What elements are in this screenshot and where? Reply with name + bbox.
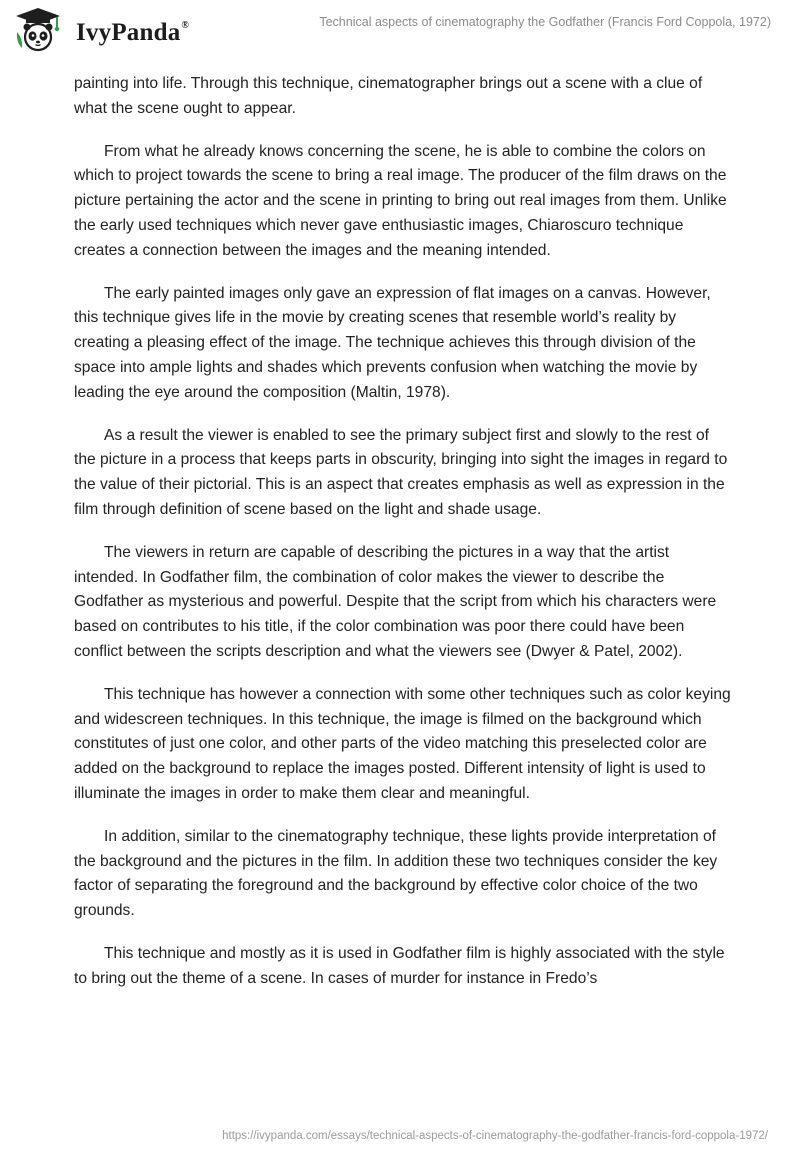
paragraph: This technique and mostly as it is used in Godfather film is highly associated with the style to bring out the theme of a scene. In cases of murder for instance in Fredo’s [74, 944, 725, 987]
document-title: Technical aspects of cinematography the Godfather (Francis Ford Coppola, 1972) [319, 15, 771, 29]
paragraph: In addition, similar to the cinematography technique, these lights provide interpretation of the background and the pictures in the film. In addition these two techniques consider the key factor of separating the foreground and the background by effective color choice of the two grounds. [74, 827, 718, 920]
paragraph: This technique has however a connection with some other techniques such as color keying and widescreen techniques. In this technique, the image is filmed on the background which constitutes of just one color, and other parts of the video matching this preselected color are added on the background to replace the images posted. Different intensity of light is used to illuminate the images in order to make them clear and meaningful. [74, 685, 731, 802]
registered-mark: ® [181, 20, 190, 31]
page-header [0, 0, 800, 62]
brand-name: IvyPanda® [76, 19, 190, 46]
ivypanda-logo[interactable] [14, 6, 214, 56]
source-url[interactable]: https://ivypanda.com/essays/technical-aspects-of-cinematography-the-godfather-francis-ford-coppola-1972/ [222, 1130, 768, 1142]
paragraph: The viewers in return are capable of describing the pictures in a way that the artist intended. In Godfather film, the combination of color makes the viewer to describe the Godfather as mysterious and powerful. Despite that the script from which his characters were based on contributes to his title, if the color combination was poor there could have been conflict between the scripts description and what the viewers see (Dwyer & Patel, 2002). [74, 543, 717, 660]
paragraph: As a result the viewer is enabled to see the primary subject first and slowly to the rest of the picture in a process that keeps parts in obscurity, bringing into sight the images in regard to the value of their pictorial. This is an aspect that creates emphasis as well as expression in the film through definition of scene based on the light and shade usage. [74, 426, 728, 518]
paragraph: painting into life. Through this technique, cinematographer brings out a scene with a clue of what the scene ought to appear. [74, 75, 703, 117]
paragraph: The early painted images only gave an expression of flat images on a canvas. However, this technique gives life in the movie by creating scenes that resemble world’s reality by creating a pleasing effect of the image. The technique achieves this through division of the space into ample lights and shades which prevents confusion when watching the movie by leading the eye around the composition (Maltin, 1978). [74, 284, 711, 401]
essay-body [74, 72, 734, 1010]
panda-graduate-icon [14, 6, 62, 54]
paragraph: From what he already knows concerning the scene, he is able to combine the colors on which to project towards the scene to bring a real image. The producer of the film draws on the picture pertaining the actor and the scene in printing to bring out real images from them. Unlike the early used techniques which never gave enthusiastic images, Chiaroscuro technique creates a connection between the images and the meaning intended. [74, 142, 727, 259]
